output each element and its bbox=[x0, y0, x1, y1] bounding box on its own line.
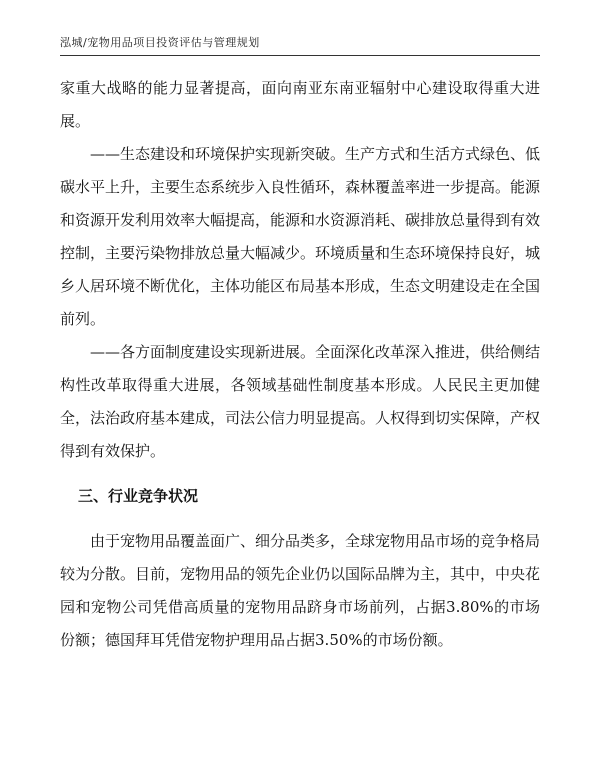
paragraph-ecology: ——生态建设和环境保护实现新突破。生产方式和生活方式绿色、低碳水平上升，主要生态系统步入良性循环，森林覆盖率进一步提高。能源和资源开发利用效率大幅提高，能源和水资源消耗、碳排放总量得到有效控制，主要污染物排放总量大幅减少。环境质量和生态环境保持良好，城乡人居环境不断优化，主体功能区布局基本形成，生态文明建设走在全国前列。 bbox=[60, 145, 541, 328]
paragraph-competition: 由于宠物用品覆盖面广、细分品类多，全球宠物用品市场的竞争格局较为分散。目前，宠物用品的领先企业仍以国际品牌为主，其中，中央花园和宠物公司凭借高质量的宠物用品跻身市场前列，占据3.80%的市场份额；德国拜耳凭借宠物护理用品占据3.50%的市场份额。 bbox=[60, 532, 541, 649]
paragraph-continuation: 家重大战略的能力显著提高，面向南亚东南亚辐射中心建设取得重大进展。 bbox=[60, 79, 540, 130]
header-divider bbox=[60, 55, 540, 56]
section-heading: 三、行业竞争状况 bbox=[78, 487, 199, 505]
page-header: 泓城/宠物用品项目投资评估与管理规划 bbox=[60, 36, 260, 49]
paragraph-institutions: ——各方面制度建设实现新进展。全面深化改革深入推进，供给侧结构性改革取得重大进展，各领域基础性制度基本形成。人民民主更加健全，法治政府基本建成，司法公信力明显提高。人权得到切实保障，产权得到有效保护。 bbox=[60, 343, 541, 460]
document-body bbox=[60, 72, 540, 657]
